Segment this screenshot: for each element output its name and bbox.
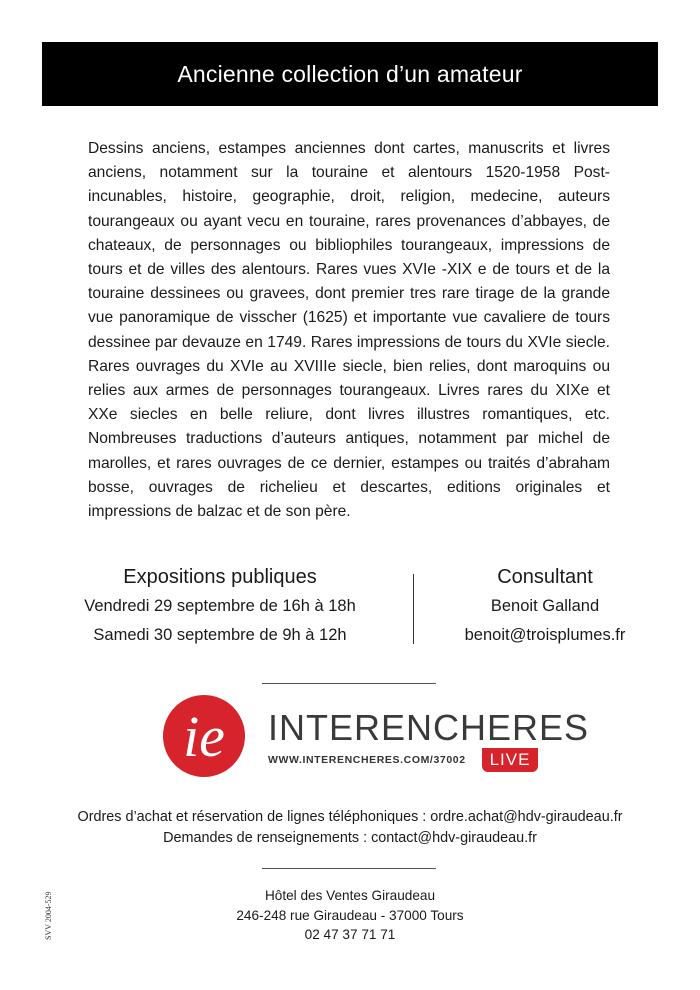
title-banner (42, 42, 658, 106)
hotel-address: 246-248 rue Giraudeau - 37000 Tours (236, 907, 464, 923)
exposition-date-2: Samedi 30 septembre de 9h à 12h (93, 626, 347, 644)
consultant-name: Benoit Galland (490, 597, 600, 615)
banner-title: Ancienne collection d’un amateur (177, 60, 523, 87)
ie-logo-icon (162, 694, 252, 778)
hotel-phone: 02 47 37 71 71 (304, 927, 396, 942)
hotel-name: Hôtel des Ventes Giraudeau (264, 888, 436, 903)
orders-block (0, 807, 700, 849)
consultant-email[interactable]: benoit@troisplumes.fr (464, 626, 626, 644)
logo-url[interactable]: WWW.INTERENCHERES.COM/37002 (268, 754, 466, 766)
exposition-date-1: Vendredi 29 septembre de 16h à 18h (84, 597, 356, 615)
logo-wordmark: INTERENCHERES (268, 707, 590, 748)
svv-number: SVV 2004-529 (44, 891, 53, 940)
hotel-block (0, 886, 700, 945)
consultant-block (430, 562, 660, 650)
consultant-heading: Consultant (497, 566, 593, 588)
logo-mark-text: ie (183, 704, 225, 769)
divider-bottom (262, 868, 436, 869)
expositions-heading: Expositions publiques (123, 566, 317, 588)
interencheres-logo[interactable] (162, 694, 590, 778)
contact-line: Demandes de renseignements : contact@hdv-giraudeau.fr (163, 830, 537, 846)
expositions-block (60, 562, 380, 650)
collection-description: Dessins anciens, estampes anciennes dont cartes, manuscrits et livres anciens, notamment sur la touraine et alentours 1520-1958 Post-incunables, histoire, geographie, droit, religion, medecine, auteurs tourangeaux ou ayant vecu en touraine, rares provenances d’abbayes, de chateaux, de personnages ou bibliophiles tourangeaux, impressions de tours et de villes des alentours. Rares vues XVIe -XIX e de tours et de la touraine dessinees ou gravees, dont premier tres rare tirage de la grande vue panoramique de visscher (1625) et importante vue cavaliere de tours dessinee par devauze en 1749. Rares impressions de tours du XVIe siecle. Rares ouvrages du XVIe au XVIIIe siecle, bien relies, dont maroquins ou relies aux armes de personnages tourangeaux. Livres rares du XIXe et XXe siecles en belle reliure, dont livres illustres romantiques, etc. Nombreuses traductions d’auteurs antiques, notamment par michel de marolles, et rares ouvrages de ce dernier, estampes ou traités d’abraham bosse, ouvrages de richelieu et descartes, editions originales et impressions de balzac et de son père. (88, 140, 610, 521)
live-badge: LIVE (482, 748, 538, 772)
orders-line: Ordres d’achat et réservation de lignes téléphoniques : ordre.achat@hdv-giraudeau.fr (77, 809, 623, 825)
column-divider (413, 574, 414, 644)
divider-top (262, 683, 436, 684)
